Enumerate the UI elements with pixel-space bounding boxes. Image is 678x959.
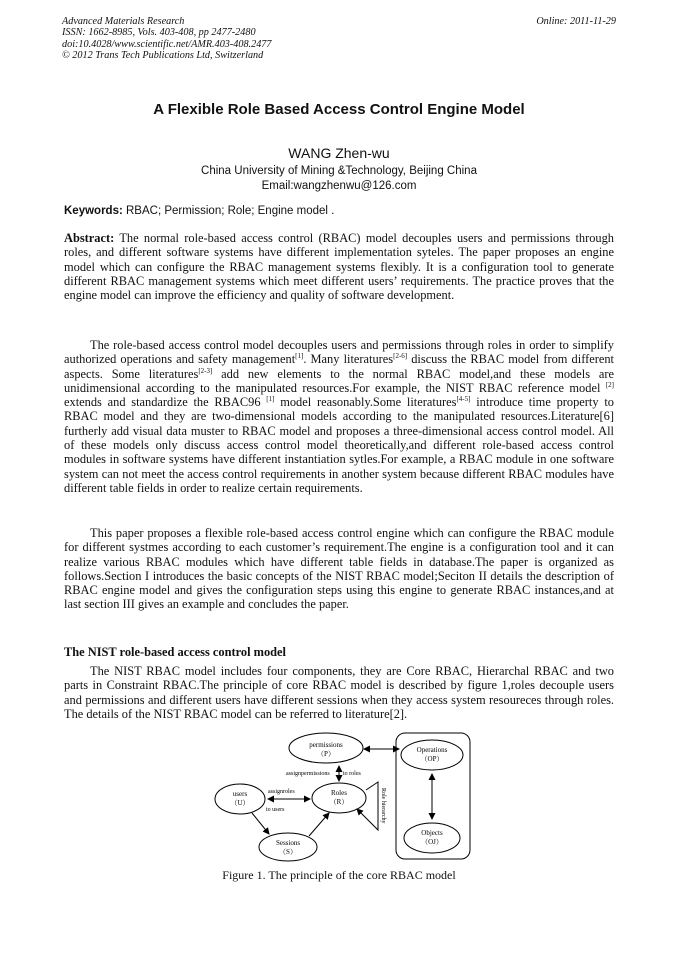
roles-label: Roles <box>331 789 347 797</box>
sessions-abbr: （S） <box>279 848 297 856</box>
citation: [1] <box>266 395 275 404</box>
online-date: Online: 2011-11-29 <box>536 16 616 27</box>
keywords <box>64 205 334 217</box>
keywords-text: RBAC; Permission; Role; Engine model . <box>122 205 335 217</box>
citation: [4-5] <box>456 395 471 404</box>
sessions-label: Sessions <box>275 839 301 847</box>
objects-abbr: （OJ） <box>421 838 443 846</box>
copyright-line: © 2012 Trans Tech Publications Ltd, Switzerland <box>62 50 264 62</box>
journal-header <box>62 16 616 62</box>
introduction-paragraph-1: The role-based access control model decouples users and permissions through roles in order to simplify authorized operations and safety management[1]. Many literatures[2-6] discuss the RBAC model from different aspects. Some literatures[2-3] add new elements to the normal RBAC model,and these models are unidimensional according to the manipulated resources.For example, the NIST RBAC reference model [2] extends and standardize the RBAC96 [1] model reasonably.Some literatures[4-5] introduce time property to RBAC model and they are two-dimensional models according to the manipulated resources.Literature[6] furtherly add visual data muster to RBAC model and proposes a three-dimensional access control model. All of these models only discuss access control model theoretically,and different role-based access control modules in software systems have different instantiation sytles.For example, a RBAC module in one software system can not meet the access control requirements in another system because different RBAC modules have different table fields in order to realize certain requirements. <box>64 338 614 495</box>
journal-name: Advanced Materials Research <box>62 16 185 27</box>
doi-line: doi:10.4028/www.scientific.net/AMR.403-408.2477 <box>62 38 272 50</box>
users-label: users <box>232 790 248 798</box>
sessions-roles-edge <box>309 813 329 836</box>
paper-title: A Flexible Role Based Access Control Engine Model <box>153 101 525 118</box>
sessions-node <box>259 833 317 861</box>
objects-label: Objects <box>421 829 443 837</box>
citation: [2] <box>605 380 614 389</box>
author-name: WANG Zhen-wu <box>288 145 390 161</box>
operations-abbr: （OP） <box>420 755 444 763</box>
to-roles-label: to roles <box>343 771 361 777</box>
citation: [1] <box>295 352 304 361</box>
abstract-text: The normal role-based access control (RBAC) model decouples users and permissions through roles, and different software systems have different implementation syteles. The paper proposes an engine model which can configure the RBAC management systems flexibly. It is a configuration tool to generate different RBAC management systems which meet different users’ requirements. The practice proves that the engine model can improve the efficiency and quality of software development. <box>64 231 614 303</box>
keywords-label: Keywords: <box>64 205 123 217</box>
roles-abbr: （R） <box>329 798 349 806</box>
author-email: Email:wangzhenwu@126.com <box>261 179 417 192</box>
permissions-label: permissions <box>309 741 343 749</box>
section-paragraph-1: The NIST RBAC model includes four components, they are Core RBAC, Hierarchal RBAC and two parts in Constraint RBAC.The principle of core RBAC model is described by figure 1,roles decouple users and permissions and different users have different sessions when they access system resoureces through roles. The details of the NIST RBAC model can be referred to literature[2]. <box>64 664 614 721</box>
section-heading: The NIST role-based access control model <box>64 645 286 659</box>
users-abbr: （U） <box>230 799 250 807</box>
affiliation: China University of Mining &Technology, Beijing China <box>201 165 477 177</box>
figure-caption: Figure 1. The principle of the core RBAC model <box>222 868 456 882</box>
operations-label: Operations <box>416 746 448 754</box>
introduction-paragraph-2: This paper proposes a flexible role-based access control engine which can configure the RBAC module for different systmes according to each customer’s requirement.The engine is a configuration tool and it can realize various RBAC modules which have different table fields in database.The paper is organized as follows.Section I introduces the basic concepts of the NIST RBAC model;Seciton II details the description of RBAC engine model and gives the configuration steps using this engine to generate RBAC instances,and at last section III gives an example and concludes the paper. <box>64 526 614 612</box>
affiliation-block <box>0 164 678 193</box>
citation: [2-6] <box>393 352 408 361</box>
abstract <box>64 231 614 302</box>
issn-line: ISSN: 1662-8985, Vols. 403-408, pp 2477-2480 <box>62 27 256 39</box>
abstract-label: Abstract: <box>64 231 115 245</box>
assign-roles-label: assignroles <box>268 789 295 795</box>
citation: [2-3] <box>198 366 213 375</box>
role-hierarchy-label: Role hierarchy <box>380 788 386 824</box>
to-users-label: to users <box>266 807 285 813</box>
core-rbac-figure <box>200 730 480 862</box>
assign-permissions-label: assignpermissions <box>286 771 330 777</box>
permissions-abbr: （P） <box>317 750 335 758</box>
users-sessions-edge <box>252 813 269 834</box>
